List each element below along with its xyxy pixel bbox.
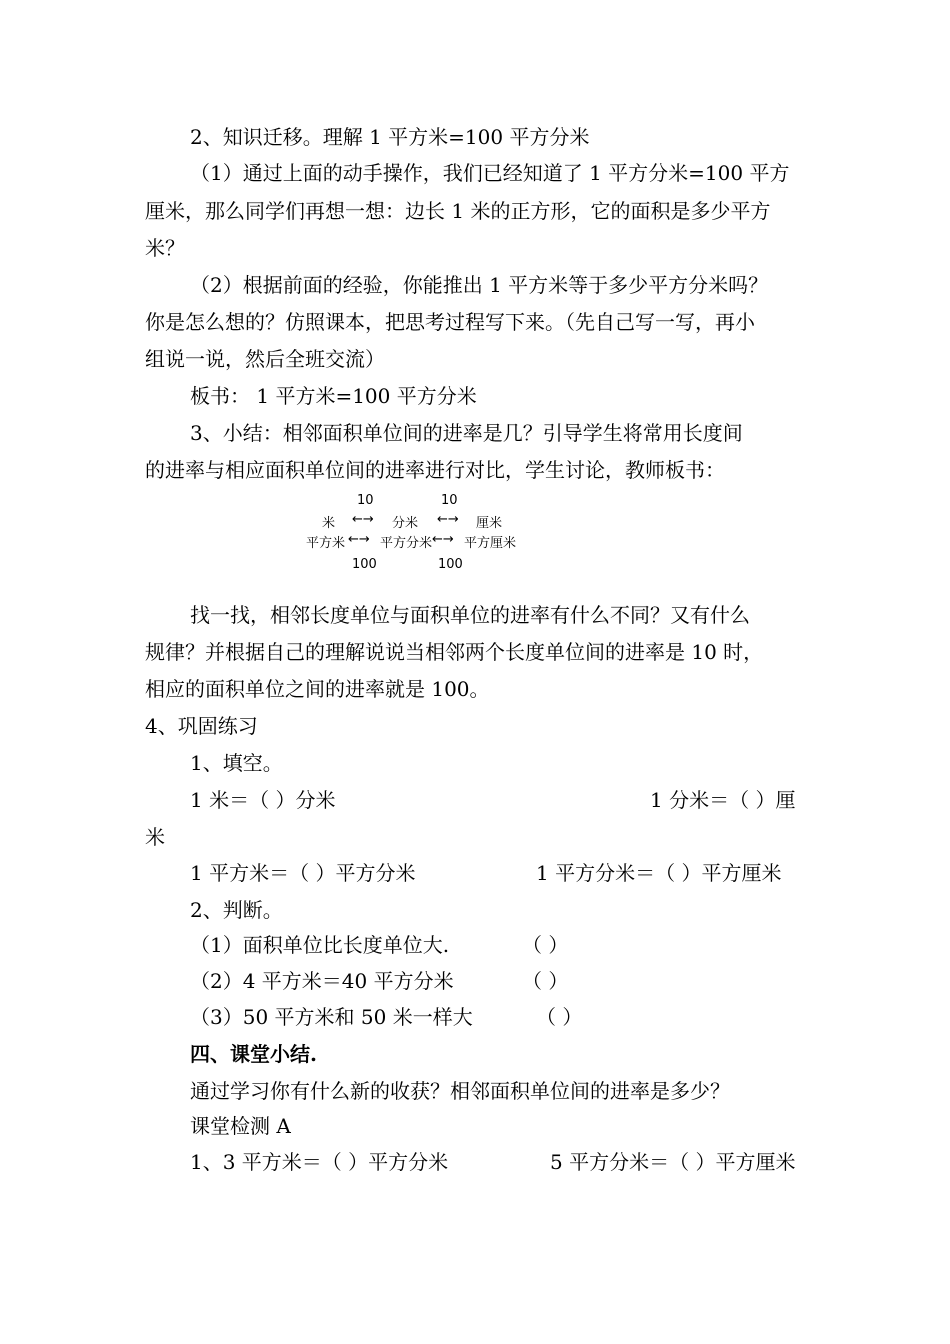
ratio-label: 100 xyxy=(352,557,377,572)
unit-label: 分米 xyxy=(392,516,419,531)
board-note: 板书： 1 平方米=100 平方分米 xyxy=(190,384,477,408)
answer-blank: （ ） xyxy=(522,933,569,957)
exercise-item: 1 分米＝（ ）厘 xyxy=(650,788,796,812)
double-arrow-icon: ←→ xyxy=(352,512,374,527)
paragraph-line: 相应的面积单位之间的进率就是 100。 xyxy=(145,677,490,701)
ratio-label: 10 xyxy=(357,493,374,508)
answer-blank: （ ） xyxy=(536,1005,583,1029)
paragraph-line: 规律？并根据自己的理解说说当相邻两个长度单位间的进率是 10 时， xyxy=(145,640,764,664)
exercise-heading: 2、判断。 xyxy=(190,898,283,922)
unit-conversion-diagram xyxy=(300,490,540,580)
paragraph-line: 通过学习你有什么新的收获？相邻面积单位间的进率是多少？ xyxy=(190,1079,730,1103)
paragraph-line: （1）通过上面的动手操作，我们已经知道了 1 平方分米=100 平方 xyxy=(190,161,790,185)
exercise-item: 1 米＝（ ）分米 xyxy=(190,788,336,812)
paragraph-line: 找一找，相邻长度单位与面积单位的进率有什么不同？又有什么 xyxy=(190,603,750,627)
exercise-item: 米 xyxy=(145,825,165,849)
unit-label: 厘米 xyxy=(476,516,503,531)
ratio-label: 10 xyxy=(441,493,458,508)
double-arrow-icon: ←→ xyxy=(348,532,370,547)
exercise-item: 1 平方米＝（ ）平方分米 xyxy=(190,861,416,885)
answer-blank: （ ） xyxy=(522,969,569,993)
paragraph-line: （2）根据前面的经验，你能推出 1 平方米等于多少平方分米吗？ xyxy=(190,273,769,297)
unit-label: 平方厘米 xyxy=(464,536,517,551)
exercise-item: 1 平方分米＝（ ）平方厘米 xyxy=(536,861,782,885)
judgement-item: （2）4 平方米＝40 平方分米 xyxy=(190,969,454,993)
exercise-heading: 课堂检测 A xyxy=(190,1114,291,1138)
ratio-label: 100 xyxy=(438,557,463,572)
paragraph-line: 组说一说，然后全班交流） xyxy=(145,347,385,371)
paragraph-line: 你是怎么想的？仿照课本，把思考过程写下来。（先自己写一写，再小 xyxy=(145,310,755,334)
double-arrow-icon: ←→ xyxy=(432,532,454,547)
unit-label: 米 xyxy=(322,516,336,531)
exercise-item: 1、3 平方米＝（ ）平方分米 xyxy=(190,1150,449,1174)
section-heading: 4、巩固练习 xyxy=(145,714,258,738)
paragraph-line: 米？ xyxy=(145,236,185,260)
judgement-item: （3）50 平方米和 50 米一样大 xyxy=(190,1005,473,1029)
paragraph-line: 的进率与相应面积单位间的进率进行对比，学生讨论，教师板书： xyxy=(145,458,725,482)
section-heading: 四、课堂小结. xyxy=(190,1042,317,1066)
unit-label: 平方米 xyxy=(306,536,346,551)
exercise-item: 5 平方分米＝（ ）平方厘米 xyxy=(550,1150,796,1174)
paragraph-line: 厘米，那么同学们再想一想：边长 1 米的正方形，它的面积是多少平方 xyxy=(145,199,771,223)
double-arrow-icon: ←→ xyxy=(437,512,459,527)
paragraph-line: 3、小结：相邻面积单位间的进率是几？引导学生将常用长度间 xyxy=(190,421,743,445)
exercise-heading: 1、填空。 xyxy=(190,751,283,775)
section-heading: 2、知识迁移。理解 1 平方米=100 平方分米 xyxy=(190,125,590,149)
unit-label: 平方分米 xyxy=(380,536,433,551)
judgement-item: （1）面积单位比长度单位大. xyxy=(190,933,450,957)
